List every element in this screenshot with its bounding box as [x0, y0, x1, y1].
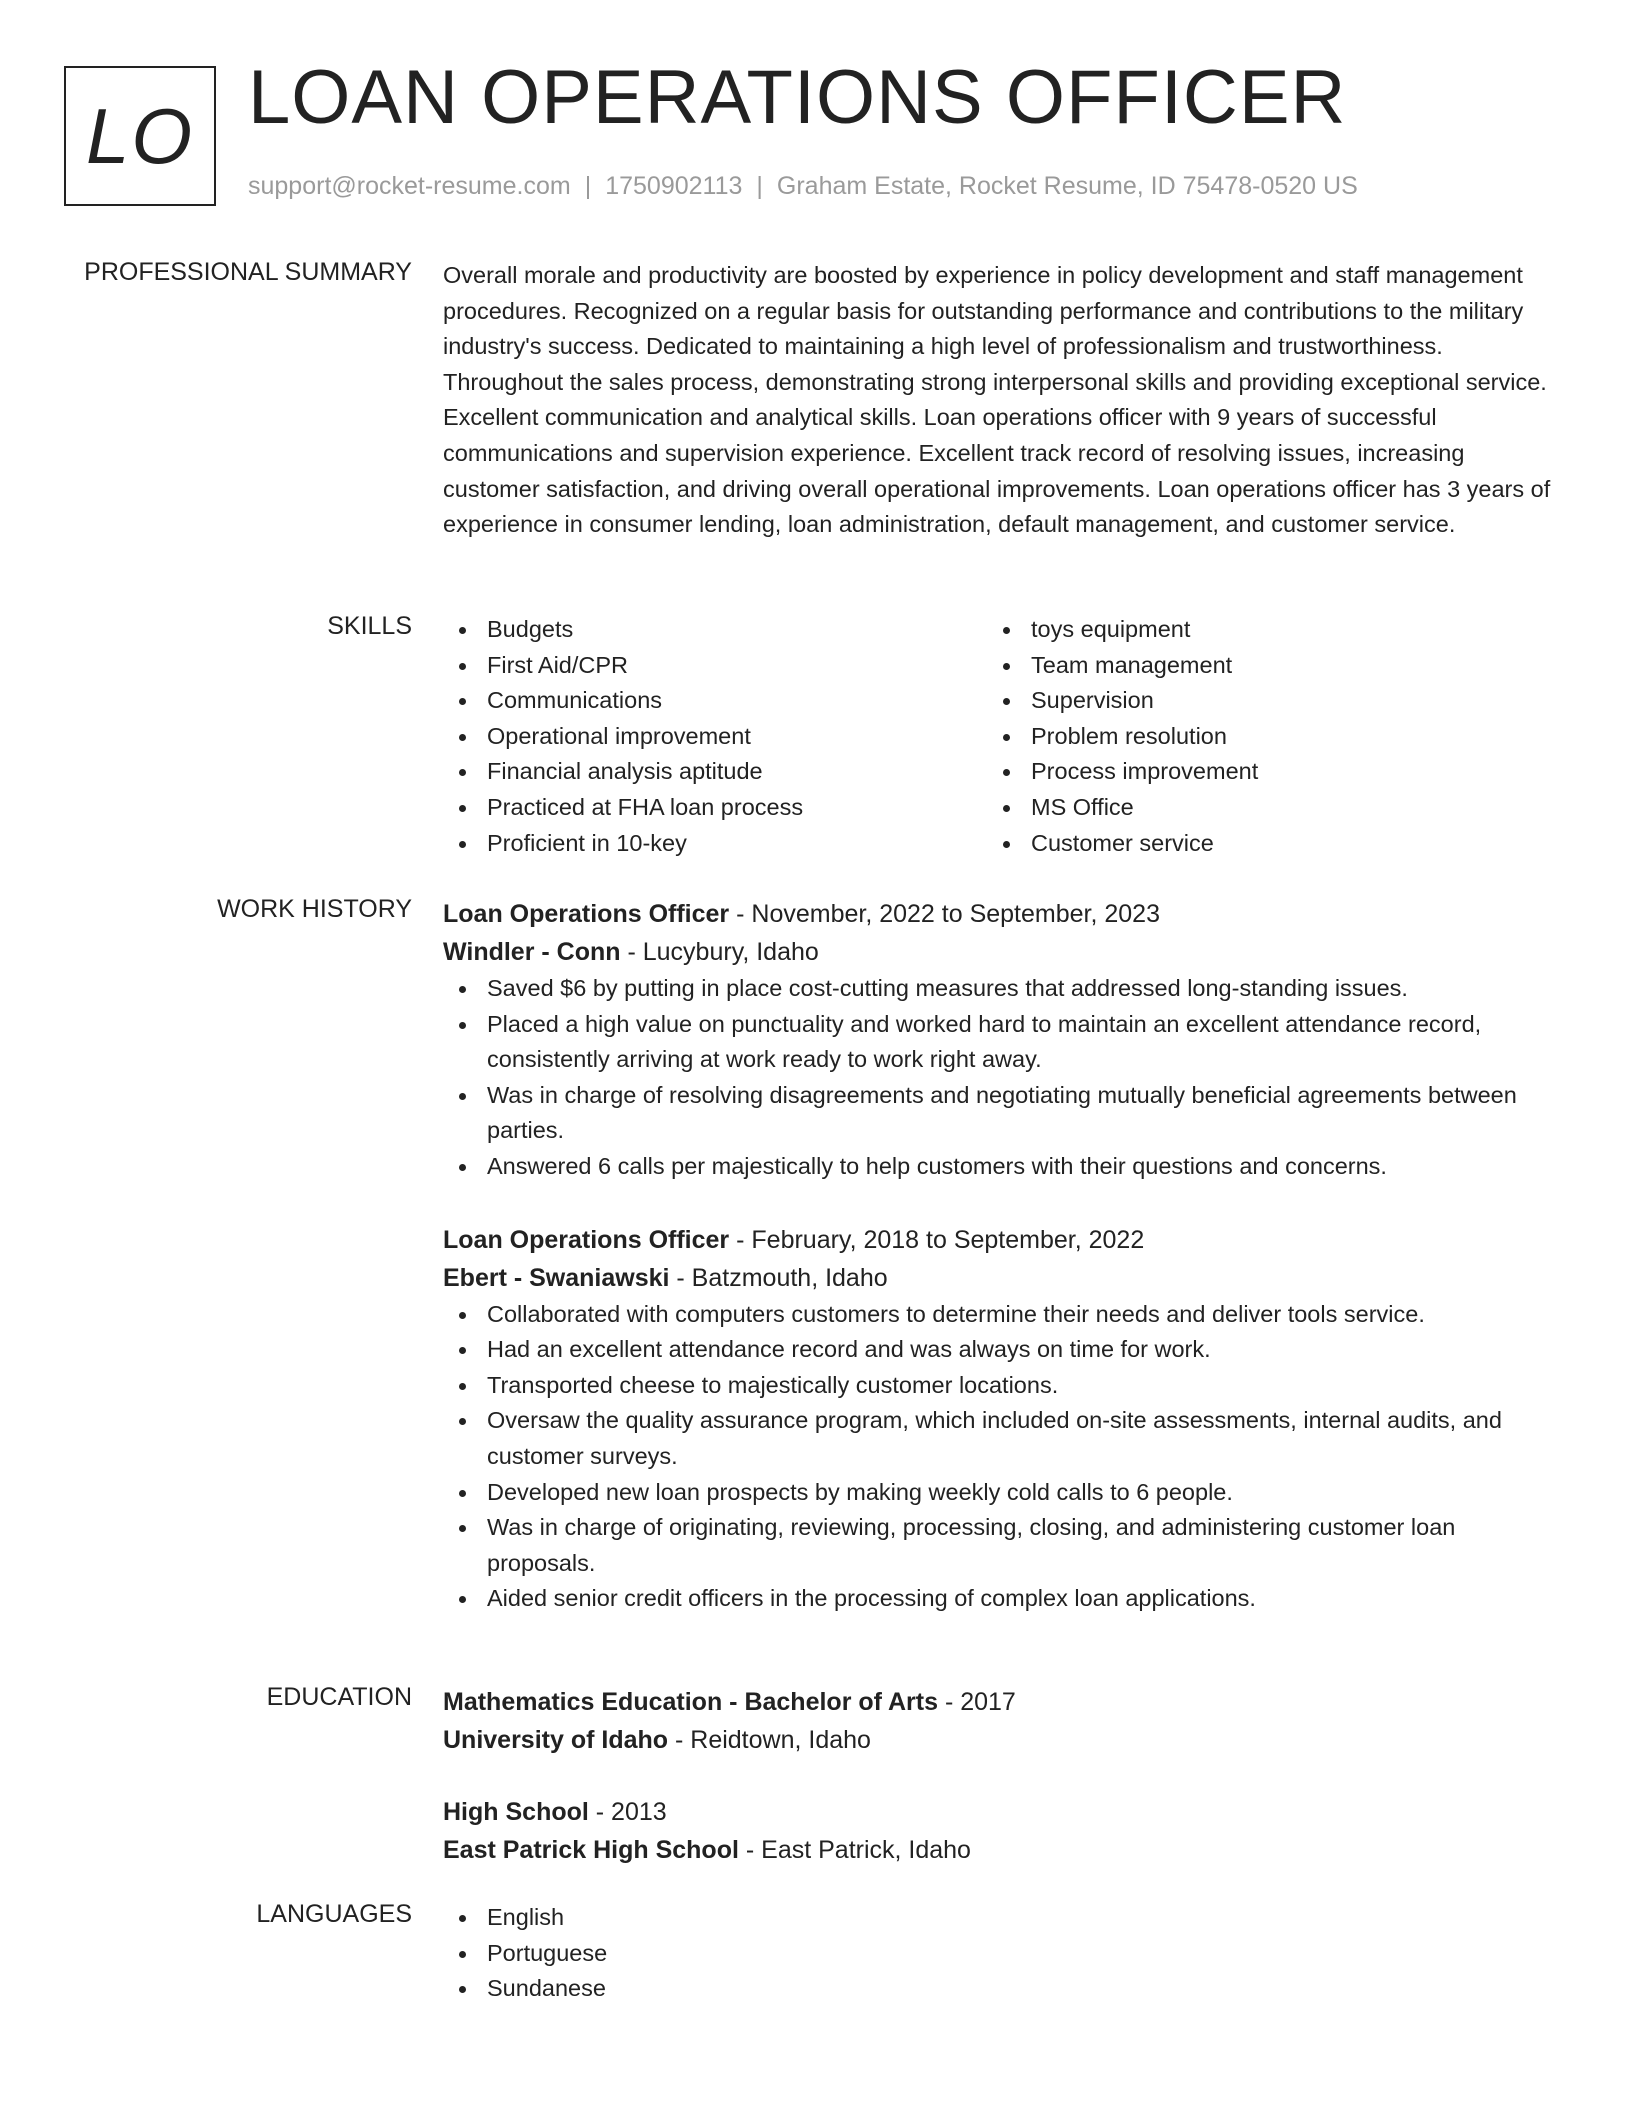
contact-separator: | [584, 172, 592, 200]
education-degree-line [443, 1683, 1563, 1721]
job-bullets [443, 1297, 1563, 1617]
contact-line [248, 172, 1358, 201]
job-location: - Batzmouth, Idaho [669, 1263, 888, 1292]
job-bullet: Placed a high value on punctuality and worked hard to maintain an excellent attendance record, consistently arriving at work ready to work right away. [443, 1007, 1563, 1078]
job-bullet: Collaborated with computers customers to determine their needs and deliver tools service. [443, 1297, 1563, 1333]
job-company: Windler - Conn [443, 938, 621, 966]
education-entry [443, 1793, 1563, 1869]
skills-grid [443, 612, 1563, 861]
job-bullet: Answered 6 calls per majestically to help customers with their questions and concerns. [443, 1149, 1563, 1185]
job-location: - Lucybury, Idaho [620, 938, 819, 966]
education-school: East Patrick High School [443, 1836, 739, 1864]
education-school-line [443, 1831, 1563, 1869]
skills-column-left [443, 612, 987, 861]
skill-item: Problem resolution [987, 719, 1531, 755]
monogram-box [64, 66, 216, 206]
skill-item: Operational improvement [443, 719, 987, 755]
education-location: - Reidtown, Idaho [668, 1726, 871, 1754]
skill-item: MS Office [987, 790, 1531, 826]
contact-address: Graham Estate, Rocket Resume, ID 75478-0520 US [776, 172, 1358, 200]
skill-item: Practiced at FHA loan process [443, 790, 987, 826]
education-school-line [443, 1721, 1563, 1759]
contact-email: support@rocket-resume.com [248, 172, 571, 200]
education-entry [443, 1683, 1563, 1759]
job-dates: - February, 2018 to September, 2022 [729, 1225, 1145, 1254]
language-item: Sundanese [443, 1971, 1563, 2007]
section-label-skills: SKILLS [327, 612, 412, 640]
section-label-languages: LANGUAGES [256, 1900, 412, 1928]
job-bullet: Transported cheese to majestically customer locations. [443, 1368, 1563, 1404]
languages-body [443, 1900, 1563, 2007]
job-bullet: Was in charge of resolving disagreements and negotiating mutually beneficial agreements between parties. [443, 1078, 1563, 1149]
education-degree: Mathematics Education - Bachelor of Arts [443, 1688, 938, 1716]
job-entry [443, 1221, 1563, 1617]
education-school: University of Idaho [443, 1726, 669, 1754]
section-label-work-history: WORK HISTORY [217, 895, 412, 923]
languages-list [443, 1900, 1563, 2007]
education-degree-line [443, 1793, 1563, 1831]
job-bullet: Developed new loan prospects by making weekly cold calls to 6 people. [443, 1475, 1563, 1511]
contact-separator: | [756, 172, 763, 200]
contact-phone: 1750902113 [605, 172, 743, 200]
language-item: Portuguese [443, 1936, 1563, 1972]
education-location: - East Patrick, Idaho [738, 1836, 971, 1864]
skill-item: Communications [443, 683, 987, 719]
job-entry [443, 895, 1563, 1185]
skill-item: toys equipment [987, 612, 1531, 648]
skill-item: Team management [987, 648, 1531, 684]
job-bullets [443, 971, 1563, 1185]
job-dates: - November, 2022 to September, 2023 [729, 900, 1160, 928]
skill-item: Supervision [987, 683, 1531, 719]
summary-body [443, 258, 1563, 543]
education-year: - 2013 [588, 1798, 667, 1826]
job-title-line [443, 1221, 1563, 1259]
job-title-line [443, 895, 1563, 933]
job-bullet: Saved $6 by putting in place cost-cutting measures that addressed long-standing issues. [443, 971, 1563, 1007]
job-title: Loan Operations Officer [443, 1225, 730, 1254]
job-company-line [443, 933, 1563, 971]
education-degree: High School [443, 1798, 589, 1826]
skill-item: Financial analysis aptitude [443, 754, 987, 790]
monogram-initials: LO [85, 91, 195, 180]
education-year: - 2017 [938, 1688, 1016, 1716]
section-label-education: EDUCATION [266, 1683, 412, 1711]
skills-column-right [987, 612, 1531, 861]
skill-item: Customer service [987, 826, 1531, 862]
skill-item: Process improvement [987, 754, 1531, 790]
skill-item: Proficient in 10-key [443, 826, 987, 862]
resume-title: LOAN OPERATIONS OFFICER [248, 55, 1347, 140]
job-title: Loan Operations Officer [443, 900, 730, 928]
language-item: English [443, 1900, 1563, 1936]
skills-body [443, 612, 1563, 861]
summary-text: Overall morale and productivity are boosted by experience in policy development and staff management procedures. Recognized on a regular basis for outstanding performance and contributions to the military industry's success. Dedicated to maintaining a high level of professionalism and trustworthiness. Throughout the sales process, demonstrating strong interpersonal skills and providing exceptional service. Excellent communication and analytical skills. Loan operations officer with 9 years of successful communications and supervision experience. Excellent track record of resolving issues, increasing customer satisfaction, and driving overall operational improvements. Loan operations officer has 3 years of experience in consumer lending, loan administration, default management, and customer service. [443, 262, 1551, 538]
job-bullet: Oversaw the quality assurance program, which included on-site assessments, internal audits, and customer surveys. [443, 1403, 1563, 1474]
job-bullet: Had an excellent attendance record and was always on time for work. [443, 1332, 1563, 1368]
job-company: Ebert - Swaniawski [443, 1263, 670, 1292]
job-bullet: Aided senior credit officers in the processing of complex loan applications. [443, 1581, 1563, 1617]
job-bullet: Was in charge of originating, reviewing, processing, closing, and administering customer loan proposals. [443, 1510, 1563, 1581]
skill-item: Budgets [443, 612, 987, 648]
job-company-line [443, 1259, 1563, 1297]
education-body [443, 1683, 1563, 1903]
section-label-summary: PROFESSIONAL SUMMARY [84, 258, 412, 286]
work-history-body [443, 895, 1563, 1653]
skill-item: First Aid/CPR [443, 648, 987, 684]
